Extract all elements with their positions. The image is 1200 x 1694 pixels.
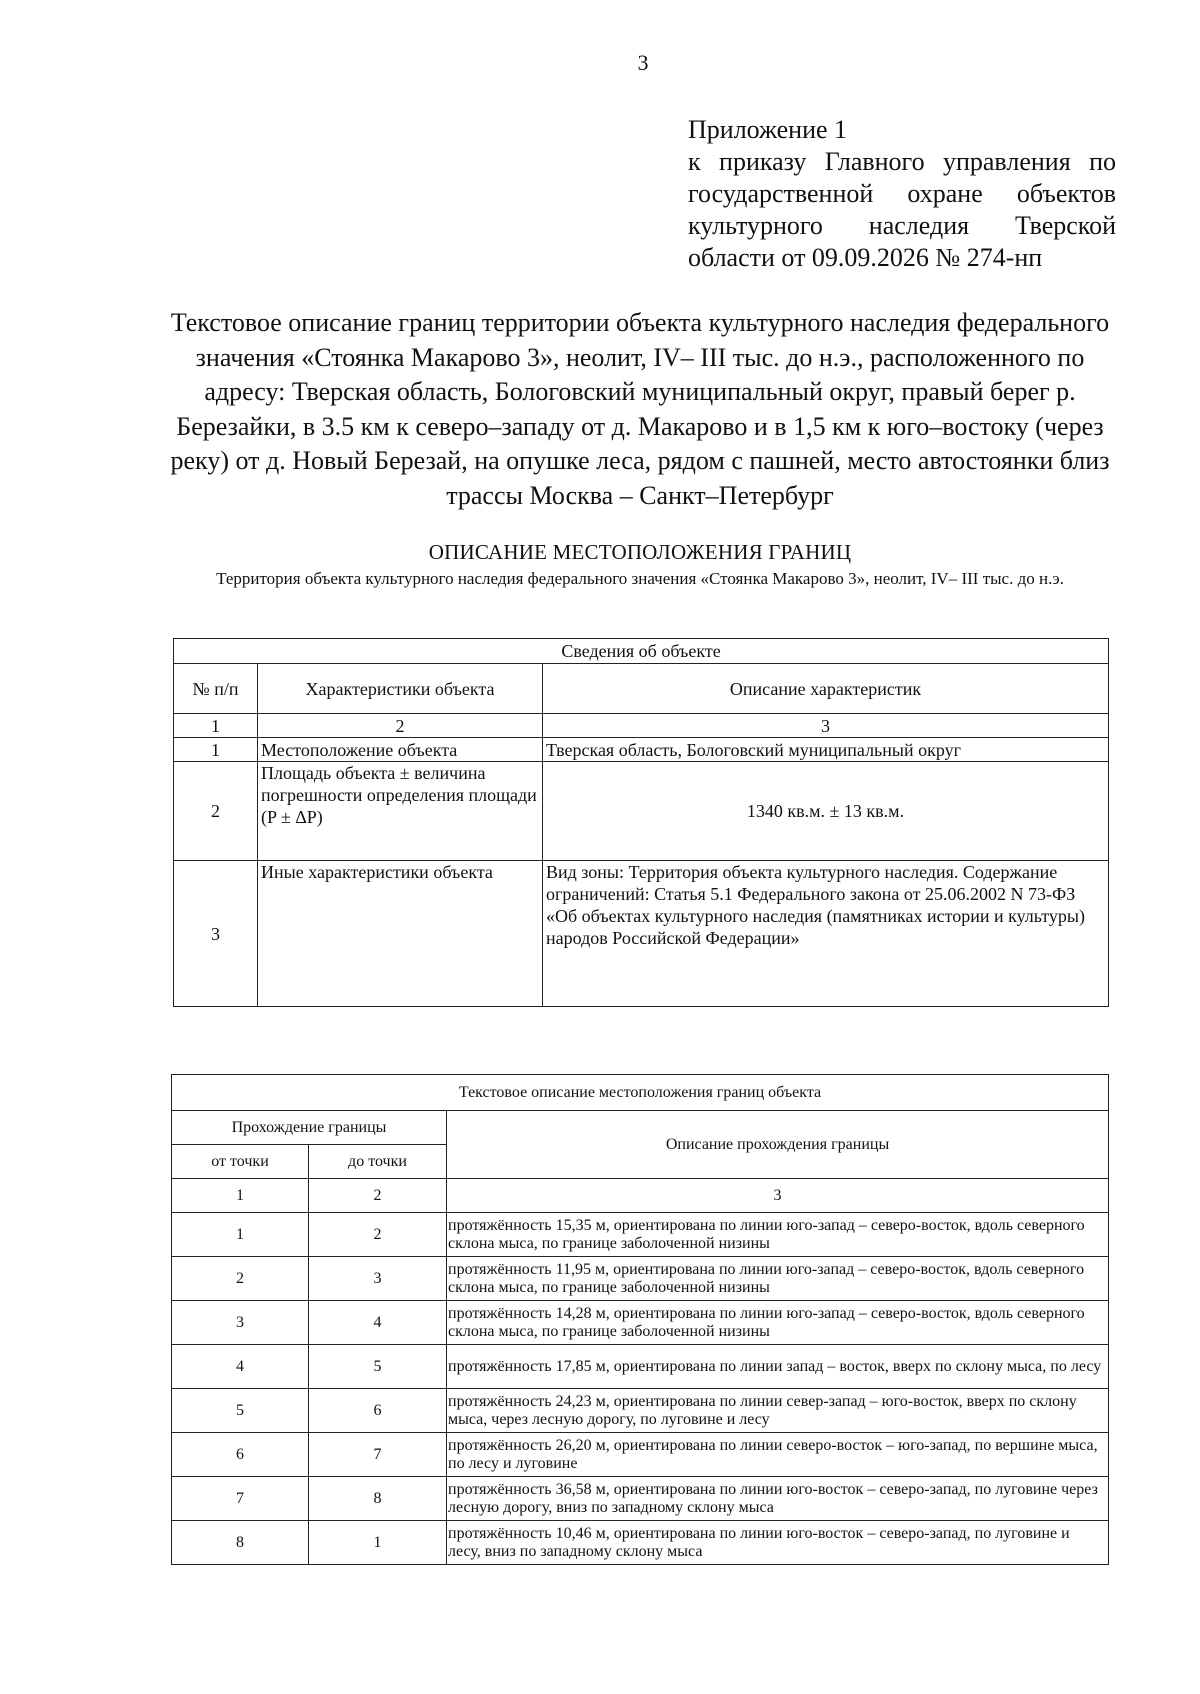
to-point: 5 — [309, 1345, 447, 1389]
from-point: 5 — [172, 1389, 309, 1433]
table-row — [172, 1345, 1109, 1389]
boundary-description: протяжённость 36,58 м, ориентирована по линии юго-восток – северо-запад, по луговине через лесную дорогу, вниз по западному склону мыса — [447, 1477, 1109, 1521]
to-point: 7 — [309, 1433, 447, 1477]
table-row — [174, 738, 1109, 762]
from-point: 7 — [172, 1477, 309, 1521]
appendix-block — [688, 114, 1116, 274]
table-row — [172, 1257, 1109, 1301]
row-num: 3 — [174, 861, 258, 1007]
from-point: 2 — [172, 1257, 309, 1301]
table-row — [172, 1301, 1109, 1345]
from-point: 3 — [172, 1301, 309, 1345]
table-row — [174, 762, 1109, 861]
to-point: 2 — [309, 1213, 447, 1257]
table-row — [172, 1433, 1109, 1477]
boundary-desc-header: Описание прохождения границы — [447, 1111, 1109, 1179]
row-num: 1 — [174, 738, 258, 762]
col-number: 3 — [543, 714, 1109, 738]
appendix-body: к приказу Главного управления по государственной охране объектов культурного наследия Тверской области от 09.09.2026 № 274-нп — [688, 147, 1116, 272]
section-title: ОПИСАНИЕ МЕСТОПОЛОЖЕНИЯ ГРАНИЦ — [428, 540, 852, 564]
col-number: 2 — [258, 714, 543, 738]
section-subtitle: Территория объекта культурного наследия федерального значения «Стоянка Макарово 3», неолит, IV– III тыс. до н.э. — [216, 569, 1064, 588]
table-row — [172, 1521, 1109, 1565]
col-number: 2 — [309, 1179, 447, 1213]
boundary-description: протяжённость 11,95 м, ориентирована по линии юго-запад – северо-восток, вдоль северного склона мыса, по границе заболоченной низины — [447, 1257, 1109, 1301]
table-row — [172, 1389, 1109, 1433]
object-table-caption: Сведения об объекте — [174, 639, 1109, 664]
row-name: Местоположение объекта — [258, 738, 543, 762]
table-row — [174, 861, 1109, 1007]
to-point: 6 — [309, 1389, 447, 1433]
boundary-table — [171, 1074, 1109, 1565]
row-value: Тверская область, Бологовский муниципальный округ — [543, 738, 1109, 762]
from-point-header: от точки — [172, 1145, 309, 1179]
appendix-title: Приложение 1 — [688, 115, 848, 144]
row-name: Площадь объекта ± величина погрешности определения площади (P ± ΔP) — [258, 762, 543, 861]
header-characteristics: Характеристики объекта — [258, 664, 543, 714]
col-number: 1 — [174, 714, 258, 738]
boundary-description: протяжённость 26,20 м, ориентирована по линии северо-восток – юго-запад, по вершине мыса, по лесу и луговине — [447, 1433, 1109, 1477]
col-number: 3 — [447, 1179, 1109, 1213]
from-point: 1 — [172, 1213, 309, 1257]
boundary-description: протяжённость 14,28 м, ориентирована по линии юго-запад – северо-восток, вдоль северного склона мыса, по границе заболоченной низины — [447, 1301, 1109, 1345]
row-num: 2 — [174, 762, 258, 861]
table-row — [172, 1477, 1109, 1521]
object-info-table — [173, 638, 1109, 1007]
to-point-header: до точки — [309, 1145, 447, 1179]
header-num: № п/п — [174, 664, 258, 714]
from-point: 4 — [172, 1345, 309, 1389]
from-point: 6 — [172, 1433, 309, 1477]
row-value: 1340 кв.м. ± 13 кв.м. — [543, 762, 1109, 861]
boundary-description: протяжённость 10,46 м, ориентирована по линии юго-восток – северо-запад, по луговине и лесу, вниз по западному склону мыса — [447, 1521, 1109, 1565]
to-point: 4 — [309, 1301, 447, 1345]
boundary-description: протяжённость 15,35 м, ориентирована по линии юго-запад – северо-восток, вдоль северного склона мыса, по границе заболоченной низины — [447, 1213, 1109, 1257]
page-number: 3 — [637, 50, 649, 75]
to-point: 8 — [309, 1477, 447, 1521]
boundary-description: протяжённость 17,85 м, ориентирована по линии запад – восток, вверх по склону мыса, по лесу — [447, 1345, 1109, 1389]
boundary-description: протяжённость 24,23 м, ориентирована по линии север-запад – юго-восток, вверх по склону мыса, через лесную дорогу, по луговине и лесу — [447, 1389, 1109, 1433]
to-point: 1 — [309, 1521, 447, 1565]
col-number: 1 — [172, 1179, 309, 1213]
document-title: Текстовое описание границ территории объекта культурного наследия федерального значения «Стоянка Макарово 3», неолит, IV– III тыс. до н.э., расположенного по адресу: Тверская область, Бологовский муниципальный округ, правый берег р. Березайки, в 3.5 км к северо–западу от д. Макарово и в 1,5 км к юго–востоку (через реку) от д. Новый Березай, на опушке леса, рядом с пашней, место автостоянки близ трассы Москва – Санкт–Петербург — [170, 308, 1110, 510]
row-value: Вид зоны: Территория объекта культурного наследия. Содержание ограничений: Статья 5.1 Федерального закона от 25.06.2002 N 73-ФЗ «Об объектах культурного наследия (памятниках истории и культуры) народов Российской Федерации» — [543, 861, 1109, 1007]
header-description: Описание характеристик — [543, 664, 1109, 714]
boundary-group-header: Прохождение границы — [172, 1111, 447, 1145]
boundary-table-caption: Текстовое описание местоположения границ объекта — [172, 1075, 1109, 1111]
from-point: 8 — [172, 1521, 309, 1565]
to-point: 3 — [309, 1257, 447, 1301]
row-name: Иные характеристики объекта — [258, 861, 543, 1007]
table-row — [172, 1213, 1109, 1257]
